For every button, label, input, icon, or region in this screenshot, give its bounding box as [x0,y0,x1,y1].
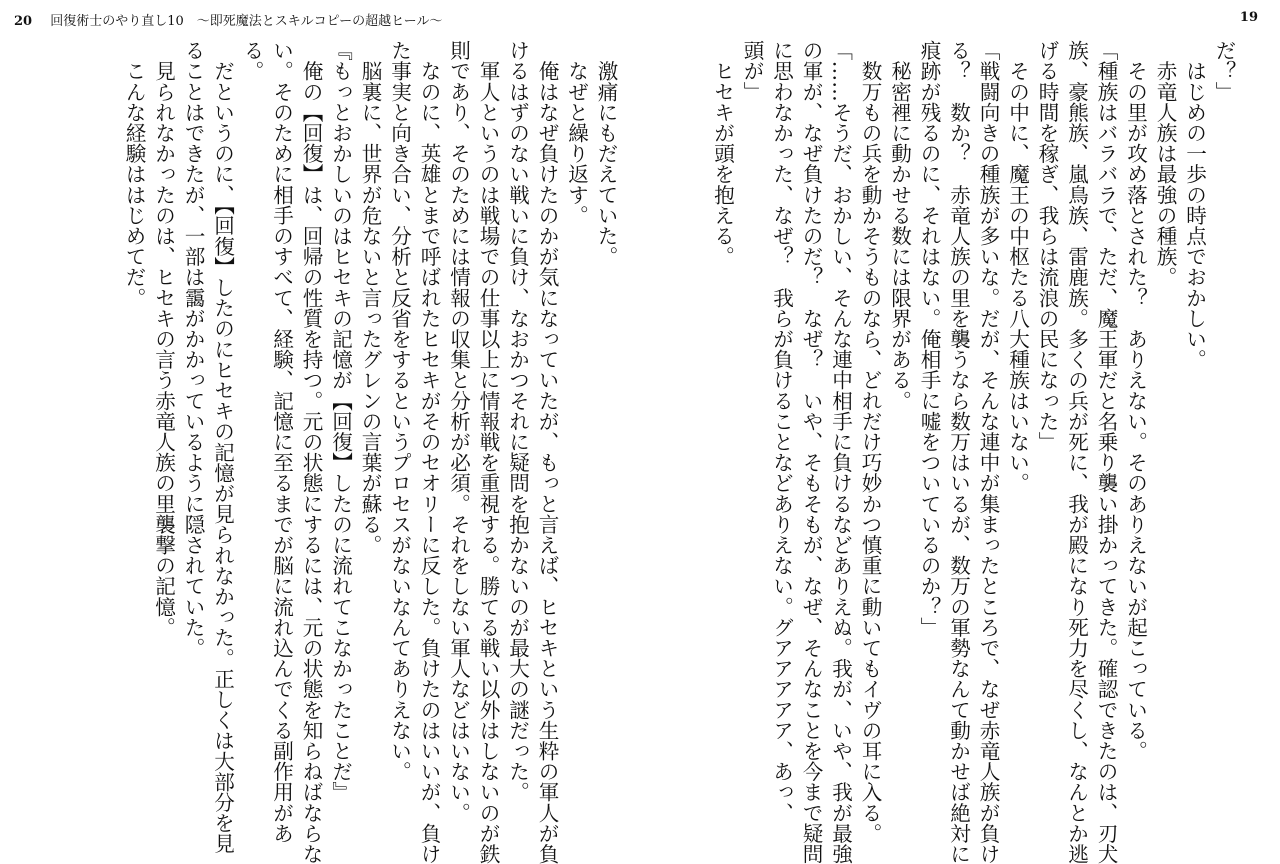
text-line: る。 [240,40,264,82]
text-line: 「種族はバラバラで、ただ、魔王軍だと名乗り襲い掛かってきた。確認できたのは、刃犬 [1094,40,1118,864]
text-line: 数万もの兵を動かそうものなら、どれだけ巧妙かつ慎重に動いてもイヴの耳に入る。 [858,40,882,844]
text-line: だ？」 [1212,40,1236,102]
text-line: 族、豪熊族、嵐鳥族、雷鹿族。多くの兵が死に、我が殿になり死力を尽くし、なんとか逃 [1064,40,1089,864]
text-line: こんな経験ははじめてだ。 [122,40,146,308]
right-page-number: 19 [1239,10,1258,25]
right-page-body [668,40,1238,864]
text-line: た事実と向き合い、分析と反省をするというプロセスがないなんてありえない。 [387,40,412,782]
text-line: い。そのために相手のすべて、経験、記憶に至るまでが脳に流れ込んでくる副作用があ [269,40,294,844]
text-line: 軍人というのは戦場での仕事以上に情報戦を重視する。勝てる戦い以外はしないのが鉄 [476,40,500,864]
text-line: ヒセキが頭を抱える。 [710,40,735,267]
text-line: けるはずのない戦いに負け、なおかつそれに疑問を抱かないのが最大の謎だった。 [505,40,530,803]
running-title: 回復術士のやり直し10 〜即死魔法とスキルコピーの超越ヒール〜 [50,14,443,29]
text-line: はじめの一歩の時点でおかしい。 [1182,40,1207,370]
text-line: 秘密裡に動かせる数には限界がある。 [887,40,912,411]
text-line: 俺の【回復】は、回帰の性質を持つ。元の状態にするには、元の状態を知らねばならな [299,40,323,864]
text-line: 『もっとおかしいのはヒセキの記憶が【回復】したのに流れてこなかったことだ』 [328,40,353,803]
text-line: だというのに、【回復】したのにヒセキの記憶が見られなかった。正しくは大部分を見 [210,40,235,854]
text-line: 俺はなぜ負けたのかが気になっていたが、もっと言えば、ヒセキという生粋の軍人が負 [535,40,559,864]
text-line: その里が攻め落とされた？ ありえない。そのありえないが起こっている。 [1123,40,1148,761]
text-line: ることはできたが、一部は靄がかかっているように隠されていた。 [181,40,205,658]
text-line: なのに、英雄とまで呼ばれたヒセキがそのセオリーに反した。負けたのはいいが、負け [417,40,441,864]
left-page-body [52,40,620,864]
text-line: る？ 数か？ 赤竜人族の里を襲うなら数万はいるが、数万の軍勢なんて動かせば絶対に [946,40,971,864]
text-line: 見られなかったのは、ヒセキの言う赤竜人族の里襲撃の記憶。 [151,40,176,638]
text-line: その中に、魔王の中枢たる八大種族はいない。 [1005,40,1030,494]
text-line: 赤竜人族は最強の種族。 [1153,40,1177,288]
text-line: 脳裏に、世界が危ないと言ったグレンの言葉が蘇る。 [358,40,382,555]
text-line: げる時間を稼ぎ、我らは流浪の民になった」 [1035,40,1059,452]
text-line: 「……そうだ、おかしい、そんな連中相手に負けるなどありえぬ。我が、いや、我が最強 [828,40,853,864]
text-line: なぜと繰り返す。 [564,40,589,226]
text-line: に思わなかった、なぜ？ 我らが負けることなどありえない。グアアアアア、あっ、 [769,40,794,823]
left-page-number: 20 [14,14,33,29]
text-line: 痕跡が残るのに、それはない。俺相手に嘘をついているのか？」 [917,40,941,638]
text-line: の軍が、なぜ負けたのだ？ なぜ？ いや、そもそもが、なぜ、そんなことを今まで疑問 [799,40,823,864]
text-line: 激痛にもだえていた。 [594,40,618,267]
text-line: 頭が」 [740,40,764,102]
running-header-left [14,10,442,29]
text-line: 「戦闘向きの種族が多いな。だが、そんな連中が集まったところで、なぜ赤竜人族が負け [976,40,1000,864]
text-line: 則であり、そのためには情報の収集と分析が必須。それをしない軍人などはいない。 [446,40,471,823]
